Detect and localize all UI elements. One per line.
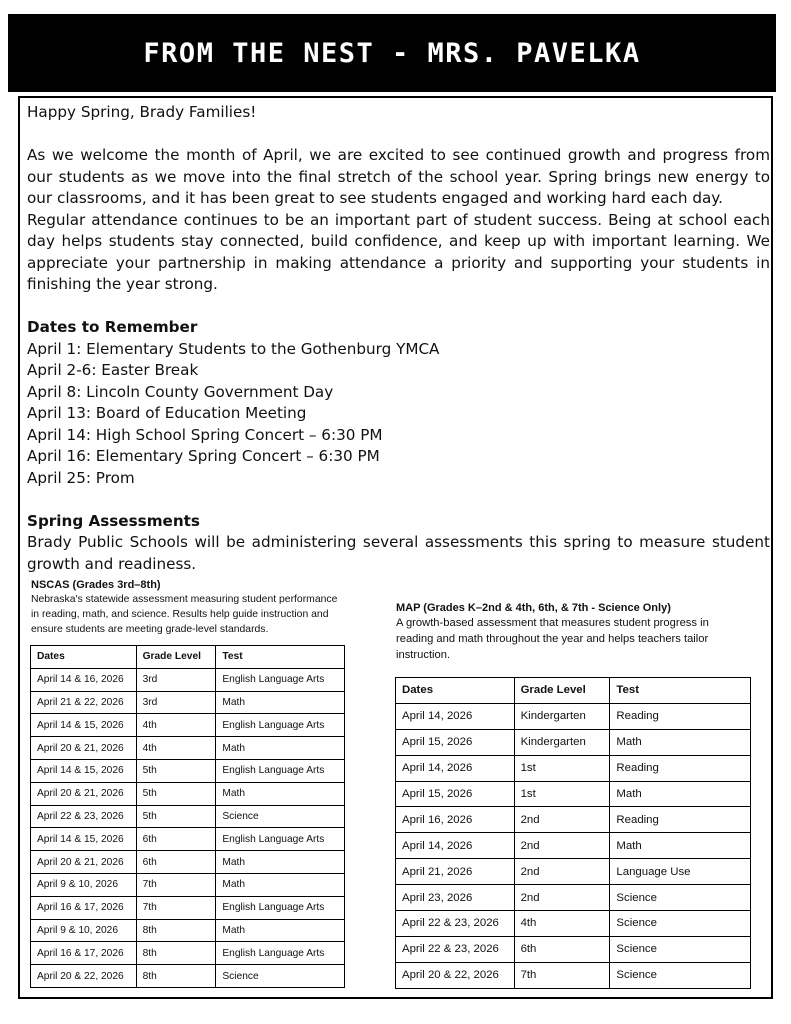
column-header: Grade Level (136, 646, 216, 669)
assessments-intro: Brady Public Schools will be administering several assessments this spring to measure student growth and readiness. (27, 533, 770, 573)
paragraph-growth: As we welcome the month of April, we are excited to see continued growth and progress from our students as we move into the final stretch of the school year. Spring brings new energy to our classrooms, and it has been great to see students engaged and working hard each day. (27, 146, 770, 207)
date-item: April 8: Lincoln County Government Day (27, 382, 334, 401)
table-row (31, 714, 345, 737)
map-desc-line: A growth-based assessment that measures student progress in (396, 617, 709, 629)
table-row (31, 896, 345, 919)
nscas-desc-line: Nebraska's statewide assessment measuring student performance (31, 594, 338, 605)
table-row (396, 781, 751, 807)
greeting: Happy Spring, Brady Families! (27, 103, 257, 121)
table-cell: April 20 & 21, 2026 (31, 782, 137, 805)
table-cell: April 20 & 21, 2026 (31, 737, 137, 760)
table-cell: Science (216, 965, 345, 988)
date-item: April 16: Elementary Spring Concert – 6:30 PM (27, 447, 380, 465)
map-info (396, 601, 756, 663)
table-cell: 8th (136, 942, 216, 965)
table-cell: 5th (136, 805, 216, 828)
table-cell: 2nd (514, 859, 610, 885)
table-cell: English Language Arts (216, 942, 345, 965)
table-row (396, 729, 751, 755)
table-row (31, 805, 345, 828)
paragraph-attendance: Regular attendance continues to be an important part of student success. Being at school each day helps students stay connected, build confidence, and keep up with important learning. We appreciate your partnership in making attendance a priority and supporting your students in finishing the year strong. (27, 210, 770, 293)
table-cell: April 14 & 15, 2026 (31, 759, 137, 782)
table-cell: Math (216, 782, 345, 805)
table-cell: Reading (610, 755, 751, 781)
table-cell: 4th (514, 911, 610, 937)
table-cell: Science (610, 911, 751, 937)
column-header: Dates (396, 678, 515, 704)
nscas-desc-line: in reading, math, and science. Results help guide instruction and (31, 609, 329, 620)
table-cell: Math (216, 919, 345, 942)
table-cell: 7th (136, 896, 216, 919)
table-cell: April 14 & 15, 2026 (31, 714, 137, 737)
table-cell: 3rd (136, 668, 216, 691)
page-title: FROM THE NEST - MRS. PAVELKA (143, 37, 641, 69)
table-cell: April 21, 2026 (396, 859, 515, 885)
table-cell: April 14, 2026 (396, 755, 515, 781)
table-cell: Reading (610, 703, 751, 729)
date-item: April 2-6: Easter Break (27, 361, 199, 379)
map-title: MAP (Grades K–2nd & 4th, 6th, & 7th - Science Only) (396, 602, 671, 614)
map-description (396, 615, 756, 663)
table-row (396, 833, 751, 859)
date-item: April 25: Prom (27, 468, 135, 487)
table-cell: English Language Arts (216, 828, 345, 851)
date-item: April 13: Board of Education Meeting (27, 404, 307, 422)
table-row (31, 965, 345, 988)
table-cell: Math (216, 737, 345, 760)
table-cell: Reading (610, 807, 751, 833)
table-cell: April 20 & 22, 2026 (396, 962, 515, 988)
table-cell: 2nd (514, 885, 610, 911)
column-header: Grade Level (514, 678, 610, 704)
dates-heading: Dates to Remember (27, 318, 198, 336)
table-row (31, 737, 345, 760)
column-header: Test (610, 678, 751, 704)
table-cell: 6th (136, 851, 216, 874)
table-cell: English Language Arts (216, 714, 345, 737)
table-header-row (31, 646, 345, 669)
table-cell: 1st (514, 755, 610, 781)
table-cell: 5th (136, 782, 216, 805)
table-cell: April 9 & 10, 2026 (31, 873, 137, 896)
table-cell: 6th (136, 828, 216, 851)
table-cell: April 16 & 17, 2026 (31, 896, 137, 919)
date-item: April 1: Elementary Students to the Gothenburg YMCA (27, 339, 440, 358)
nscas-desc-line: ensure students are meeting grade-level standards. (31, 624, 269, 635)
newsletter-body (27, 102, 770, 575)
table-row (31, 782, 345, 805)
map-table (395, 677, 751, 989)
table-header-row (396, 678, 751, 704)
table-cell: Kindergarten (514, 703, 610, 729)
table-cell: English Language Arts (216, 668, 345, 691)
table-row (31, 919, 345, 942)
nscas-description (31, 592, 351, 637)
table-cell: April 9 & 10, 2026 (31, 919, 137, 942)
nscas-title: NSCAS (Grades 3rd–8th) (31, 579, 161, 591)
table-cell: 8th (136, 919, 216, 942)
table-row (396, 936, 751, 962)
table-cell: 6th (514, 936, 610, 962)
table-cell: 2nd (514, 807, 610, 833)
table-row (31, 668, 345, 691)
table-cell: Math (610, 781, 751, 807)
table-cell: April 16, 2026 (396, 807, 515, 833)
table-row (396, 859, 751, 885)
table-cell: 3rd (136, 691, 216, 714)
table-cell: 7th (514, 962, 610, 988)
table-row (396, 962, 751, 988)
table-cell: Language Use (610, 859, 751, 885)
table-cell: April 15, 2026 (396, 729, 515, 755)
table-row (396, 911, 751, 937)
nscas-table (30, 645, 345, 988)
table-cell: Math (216, 691, 345, 714)
table-cell: Science (610, 962, 751, 988)
table-cell: April 22 & 23, 2026 (396, 936, 515, 962)
table-cell: April 21 & 22, 2026 (31, 691, 137, 714)
table-cell: 4th (136, 737, 216, 760)
table-cell: Math (610, 729, 751, 755)
table-row (396, 807, 751, 833)
table-cell: April 15, 2026 (396, 781, 515, 807)
table-cell: April 22 & 23, 2026 (31, 805, 137, 828)
table-row (31, 691, 345, 714)
table-cell: April 22 & 23, 2026 (396, 911, 515, 937)
table-cell: Math (216, 851, 345, 874)
nscas-info (31, 578, 351, 637)
table-cell: April 14 & 15, 2026 (31, 828, 137, 851)
table-cell: Science (610, 936, 751, 962)
table-cell: Math (216, 873, 345, 896)
table-row (396, 755, 751, 781)
table-row (396, 703, 751, 729)
date-item: April 14: High School Spring Concert – 6:30 PM (27, 425, 383, 444)
table-cell: 8th (136, 965, 216, 988)
table-cell: 5th (136, 759, 216, 782)
table-cell: April 14, 2026 (396, 833, 515, 859)
table-cell: April 23, 2026 (396, 885, 515, 911)
table-cell: Science (610, 885, 751, 911)
table-cell: English Language Arts (216, 896, 345, 919)
table-cell: 2nd (514, 833, 610, 859)
table-row (31, 759, 345, 782)
table-cell: April 14 & 16, 2026 (31, 668, 137, 691)
table-cell: 4th (136, 714, 216, 737)
map-desc-line: instruction. (396, 649, 451, 661)
table-cell: April 20 & 22, 2026 (31, 965, 137, 988)
column-header: Test (216, 646, 345, 669)
assessments-heading: Spring Assessments (27, 511, 200, 530)
table-row (31, 828, 345, 851)
table-cell: April 20 & 21, 2026 (31, 851, 137, 874)
dates-list (27, 339, 770, 490)
table-cell: 1st (514, 781, 610, 807)
column-header: Dates (31, 646, 137, 669)
table-cell: April 14, 2026 (396, 703, 515, 729)
table-cell: Math (610, 833, 751, 859)
table-cell: April 16 & 17, 2026 (31, 942, 137, 965)
table-cell: 7th (136, 873, 216, 896)
table-cell: English Language Arts (216, 759, 345, 782)
table-cell: Science (216, 805, 345, 828)
table-row (31, 873, 345, 896)
title-banner (8, 14, 776, 92)
table-row (31, 942, 345, 965)
table-cell: Kindergarten (514, 729, 610, 755)
table-row (396, 885, 751, 911)
table-row (31, 851, 345, 874)
map-desc-line: reading and math throughout the year and helps teachers tailor (396, 633, 709, 645)
